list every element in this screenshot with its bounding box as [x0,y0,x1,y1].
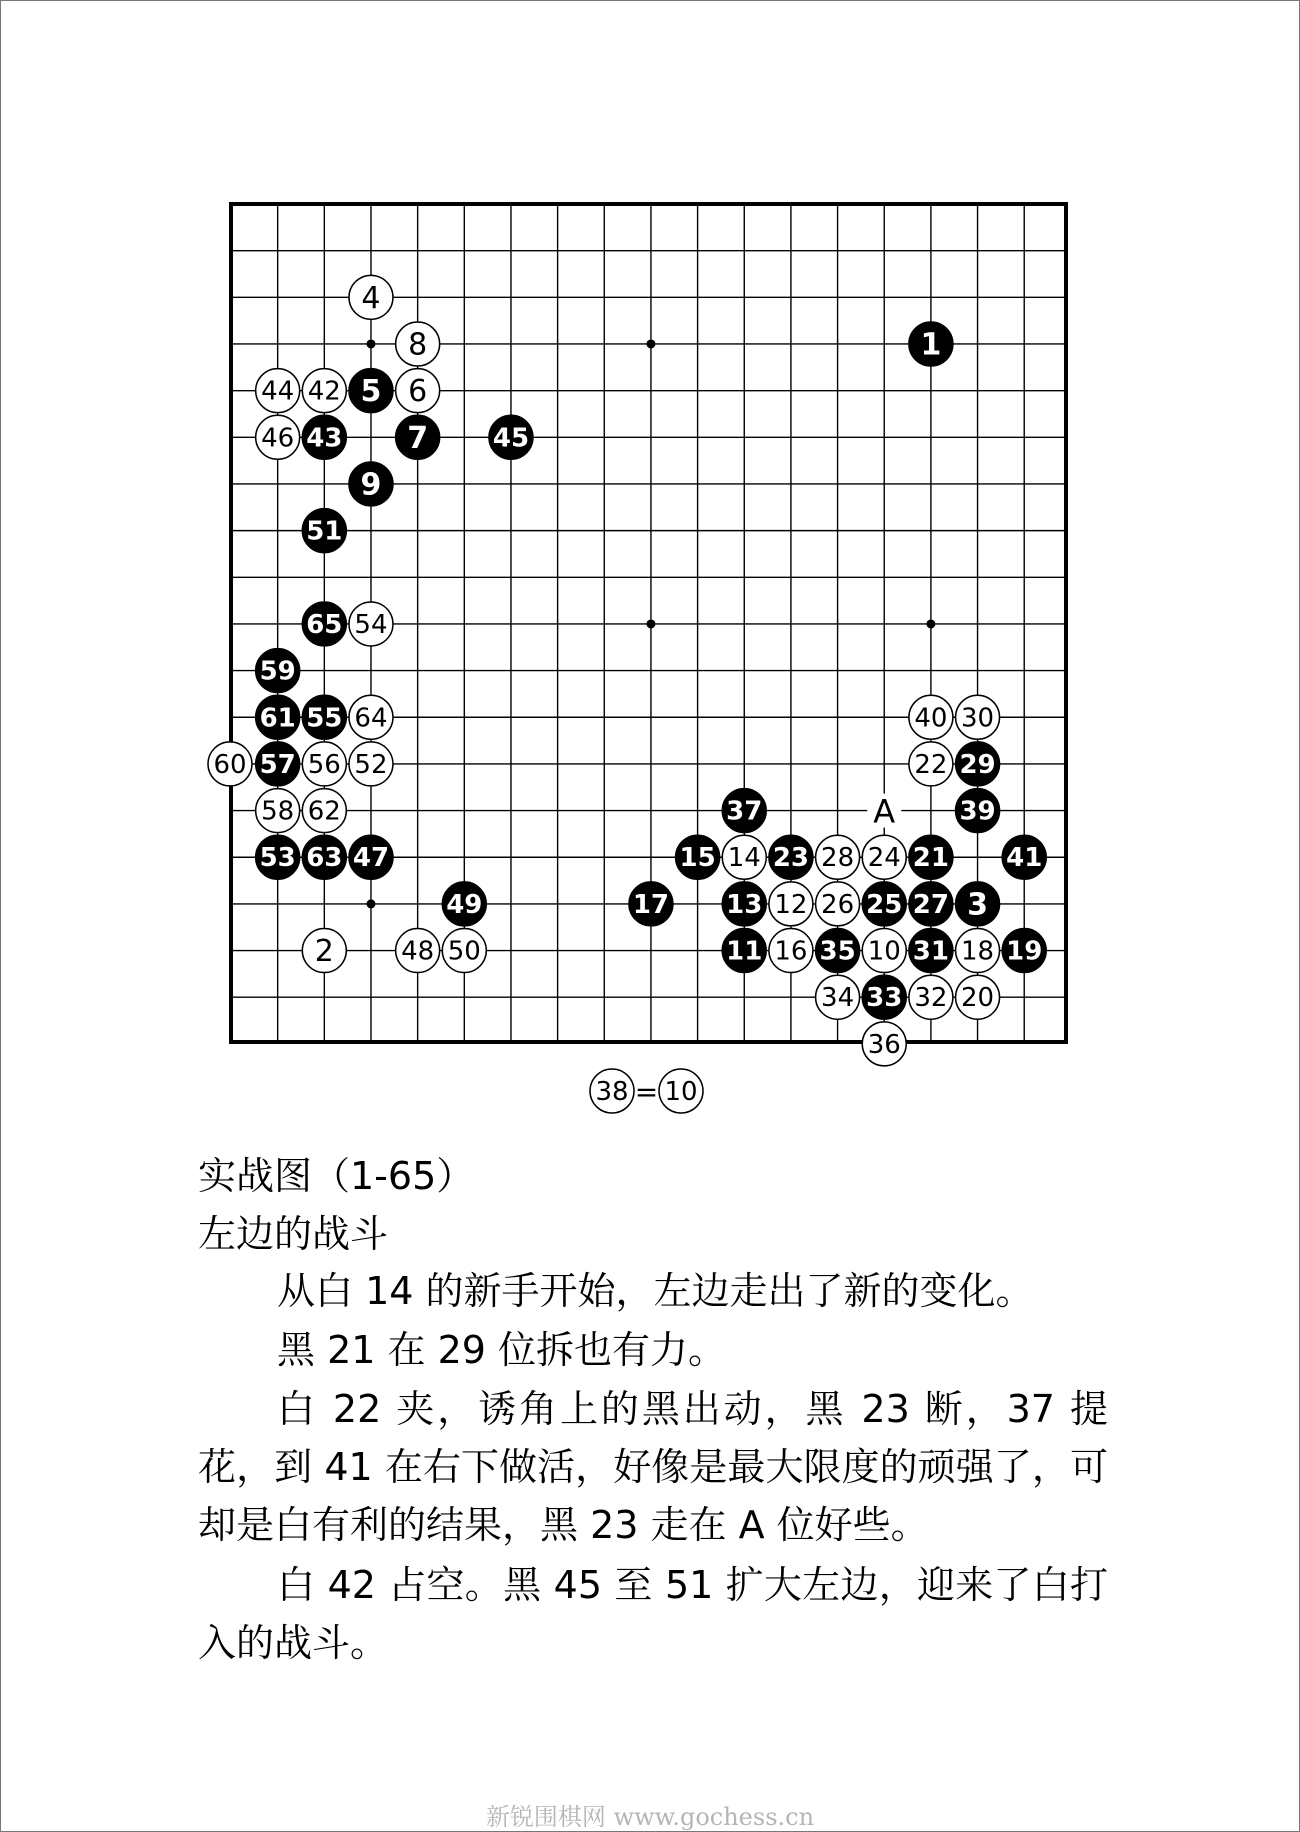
stone-black-51 [302,509,346,553]
move-number: 40 [914,703,948,734]
stone-white-58 [256,789,300,833]
diagram-note [590,1069,703,1113]
move-number: 36 [867,1029,901,1060]
stone-white-16 [769,929,813,973]
move-number: 27 [912,889,949,920]
stone-white-62 [302,789,346,833]
move-number: 49 [446,889,483,920]
stone-black-11 [722,929,766,973]
stone-black-9 [349,462,393,506]
stone-black-65 [302,602,346,646]
stone-black-43 [302,415,346,459]
stone-black-63 [302,835,346,879]
move-number: 48 [401,936,435,967]
stone-white-32 [909,975,953,1019]
move-number: 3 [967,887,988,923]
move-number: 11 [726,936,763,967]
stone-white-60 [208,742,252,786]
move-number: 56 [307,749,341,780]
star-point [366,899,375,908]
star-point [646,339,655,348]
stone-white-8 [396,322,440,366]
move-number: 4 [361,280,381,316]
stone-black-29 [956,742,1000,786]
stone-black-17 [629,882,673,926]
move-number: 51 [306,516,343,547]
star-point [646,619,655,628]
move-number: 19 [1006,936,1043,967]
stone-black-15 [676,835,720,879]
stone-white-46 [256,415,300,459]
move-number: 20 [961,983,995,1014]
stone-black-45 [489,415,533,459]
stone-white-30 [956,695,1000,739]
stone-white-36 [862,1022,906,1066]
stone-white-14 [722,835,766,879]
star-point [926,619,935,628]
move-number: 14 [727,843,761,874]
move-number: 61 [259,703,296,734]
move-number: 23 [772,843,810,874]
move-number: 25 [866,889,903,920]
note-stone-a [590,1069,634,1113]
stone-black-3 [956,882,1000,926]
move-number: 26 [821,889,855,920]
stone-white-56 [302,742,346,786]
stone-black-31 [909,929,953,973]
marker-label-A: A [873,792,896,831]
footer-watermark: 新锐围棋网 www.gochess.cn [485,1803,815,1831]
move-number: 35 [819,936,856,967]
move-number: 31 [912,936,949,967]
move-number: 10 [664,1077,698,1107]
move-number: 21 [912,843,949,874]
move-number: 50 [447,936,481,967]
move-number: 53 [259,843,296,874]
paragraph-1: 从白 14 的新手开始，左边走出了新的变化。 [277,1269,1034,1313]
stone-black-35 [816,929,860,973]
move-number: 59 [259,656,296,687]
stone-white-48 [396,929,440,973]
move-number: 58 [261,796,295,827]
move-number: 13 [726,889,763,920]
move-number: 1 [920,327,942,363]
stone-white-18 [956,929,1000,973]
move-number: 16 [774,936,808,967]
move-number: 17 [632,889,670,920]
move-number: 52 [354,749,388,780]
board-markers [867,793,901,831]
move-number: 60 [213,749,247,780]
move-number: 6 [408,374,428,410]
move-number: 30 [961,703,995,734]
move-number: 10 [867,936,901,967]
stone-black-47 [349,835,393,879]
move-number: 57 [259,749,296,780]
stone-white-64 [349,695,393,739]
stone-black-1 [909,322,953,366]
paragraph-3: 白 22 夹，诱角上的黑出动，黑 23 断，37 提花，到 41 在右下做活，好像是最大限度的顽强了，可却是白有利的结果，黑 23 走在 A 位好些。 [198,1387,1108,1547]
move-number: 12 [774,889,808,920]
move-number: 54 [354,609,388,640]
diagram-caption: 实战图（1-65） [198,1154,475,1198]
star-point [366,339,375,348]
move-number: 7 [407,420,429,456]
move-number: 41 [1006,843,1043,874]
stone-black-27 [909,882,953,926]
move-number: 44 [261,376,295,407]
move-number: 62 [307,796,341,827]
stone-white-28 [816,835,860,879]
stone-white-42 [302,369,346,413]
stone-black-41 [1002,835,1046,879]
paragraph-4: 白 42 占空。黑 45 至 51 扩大左边，迎来了白打入的战斗。 [198,1563,1108,1665]
move-number: 28 [821,843,855,874]
stone-white-12 [769,882,813,926]
stone-black-33 [862,975,906,1019]
move-number: 18 [961,936,995,967]
stone-white-24 [862,835,906,879]
note-stone-b [659,1069,703,1113]
stone-white-6 [396,369,440,413]
move-number: 29 [959,749,996,780]
paragraph-2: 黑 21 在 29 位拆也有力。 [277,1328,727,1372]
stone-white-34 [816,975,860,1019]
move-number: 55 [306,703,343,734]
move-number: 65 [306,609,343,640]
stone-black-57 [256,742,300,786]
stone-white-20 [956,975,1000,1019]
move-number: 34 [821,983,855,1014]
stone-black-19 [1002,929,1046,973]
move-number: 46 [261,423,295,454]
move-number: 43 [306,423,343,454]
move-number: 42 [307,376,341,407]
stone-white-4 [349,275,393,319]
stone-black-23 [769,835,813,879]
stone-black-39 [956,789,1000,833]
move-number: 9 [360,467,382,503]
move-number: 37 [726,796,763,827]
move-number: 38 [595,1077,629,1107]
stone-black-7 [396,415,440,459]
stone-white-22 [909,742,953,786]
note-equals-sign: = [634,1075,659,1109]
stone-white-26 [816,882,860,926]
stone-white-10 [862,929,906,973]
move-number: 8 [408,327,428,363]
move-number: 2 [314,934,334,970]
move-number: 64 [354,703,388,734]
stone-white-54 [349,602,393,646]
stone-black-37 [722,789,766,833]
stone-black-59 [256,649,300,693]
move-number: 47 [352,843,390,874]
stone-black-25 [862,882,906,926]
move-number: 5 [360,374,382,410]
move-number: 33 [866,983,903,1014]
stone-black-21 [909,835,953,879]
move-number: 45 [492,423,530,454]
move-number: 32 [914,983,948,1014]
stone-white-52 [349,742,393,786]
stone-black-13 [722,882,766,926]
stone-white-44 [256,369,300,413]
section-subtitle: 左边的战斗 [198,1212,389,1256]
move-number: 15 [679,843,716,874]
stone-white-40 [909,695,953,739]
stone-black-5 [349,369,393,413]
stone-black-53 [256,835,300,879]
stone-white-2 [302,929,346,973]
move-number: 39 [959,796,996,827]
stone-white-50 [442,929,486,973]
move-number: 24 [867,843,901,874]
stone-black-55 [302,695,346,739]
move-number: 22 [914,749,948,780]
stone-black-61 [256,695,300,739]
move-number: 63 [306,843,343,874]
stone-black-49 [442,882,486,926]
